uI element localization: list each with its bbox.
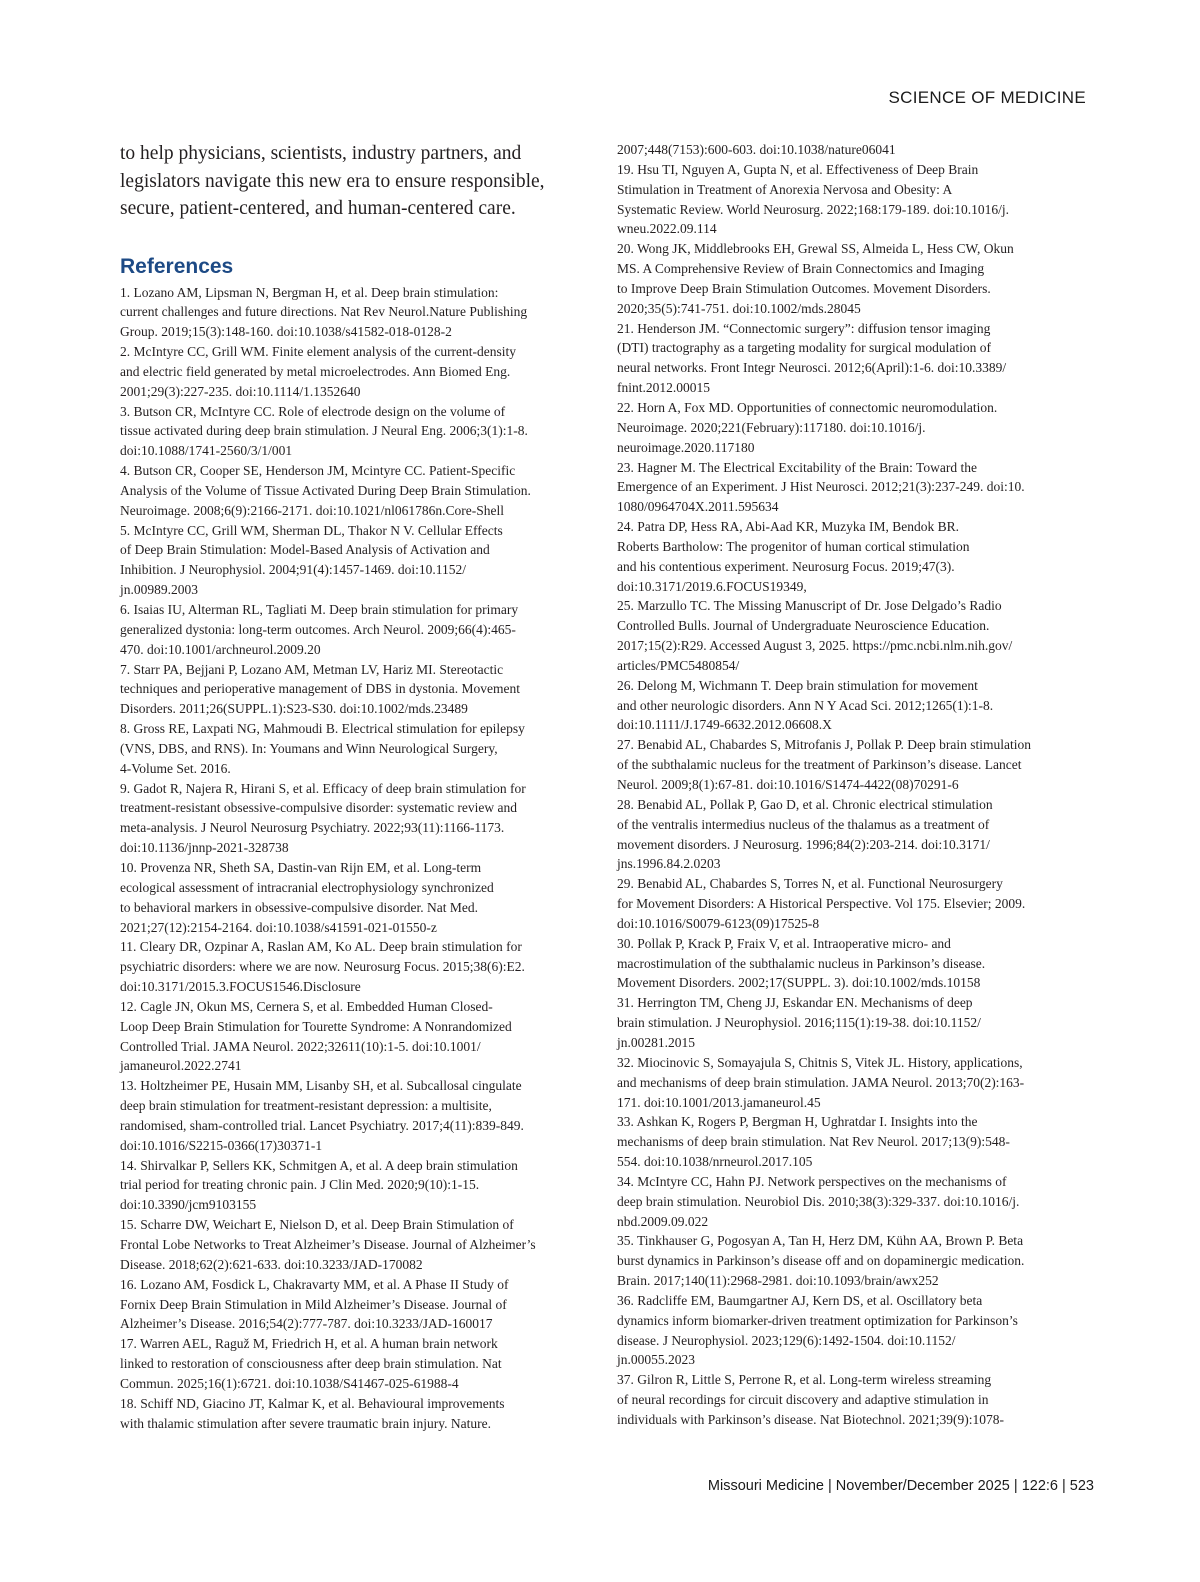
intro-paragraph: to help physicians, scientists, industry partners, and legislators navigate this new era to ensure responsible, secure, patient-centered, and human-centered care.: [120, 143, 545, 219]
reference-item: 24. Patra DP, Hess RA, Abi-Aad KR, Muzyka IM, Bendok BR. Roberts Bartholow: The progenitor of human cortical stimulation and his contentious experiment. Neurosurg Focus. 2019;47(3). doi:10.3171/2019.6.FOCUS19349,: [617, 519, 970, 594]
reference-item: 16. Lozano AM, Fosdick L, Chakravarty MM, et al. A Phase II Study of Fornix Deep Brain Stimulation in Mild Alzheimer’s Disease. Journal of Alzheimer’s Disease. 2016;54(2):777-787. doi:10.3233/JAD-160017: [120, 1276, 509, 1332]
reference-item: 25. Marzullo TC. The Missing Manuscript of Dr. Jose Delgado’s Radio Controlled Bulls. Journal of Undergraduate Neuroscience Education. 2017;15(2):R29. Accessed August 3, 2025. https://pmc.ncbi.nlm.nih.gov/ articles/PMC5480854/: [617, 598, 1013, 673]
reference-item: 34. McIntyre CC, Hahn PJ. Network perspectives on the mechanisms of deep brain stimulation. Neurobiol Dis. 2010;38(3):329-337. doi:10.1016/j. nbd.2009.09.022: [617, 1173, 1020, 1229]
left-reference-list: [120, 283, 590, 1434]
reference-item: 8. Gross RE, Laxpati NG, Mahmoudi B. Electrical stimulation for epilepsy (VNS, DBS, and RNS). In: Youmans and Winn Neurological Surgery, 4-Volume Set. 2016.: [120, 721, 525, 776]
reference-item: 5. McIntyre CC, Grill WM, Sherman DL, Thakor N V. Cellular Effects of Deep Brain Stimulation: Model-Based Analysis of Activation and Inhibition. J Neurophysiol. 2004;91(4):1457-1469. doi:10.1152/ jn.00989.2003: [120, 522, 503, 598]
reference-item: 21. Henderson JM. “Connectomic surgery”: diffusion tensor imaging (DTI) tractography as a targeting modality for surgical modulation of neural networks. Front Integr Neurosci. 2012;6(April):1-6. doi:10.3389/ fnint.2012.00015: [617, 320, 1007, 396]
right-reference-list: [617, 140, 1097, 1430]
reference-item: 9. Gadot R, Najera R, Hirani S, et al. Efficacy of deep brain stimulation for treatment-resistant obsessive-compulsive disorder: systematic review and meta-analysis. J Neurol Neurosurg Psychiatry. 2022;93(11):1166-1173. doi:10.1136/jnnp-2021-328738: [120, 780, 526, 856]
reference-item: 15. Scharre DW, Weichart E, Nielson D, et al. Deep Brain Stimulation of Frontal Lobe Networks to Treat Alzheimer’s Disease. Journal of Alzheimer’s Disease. 2018;62(2):621-633. doi:10.3233/JAD-170082: [120, 1217, 536, 1272]
reference-item: 20. Wong JK, Middlebrooks EH, Grewal SS, Almeida L, Hess CW, Okun MS. A Comprehensive Review of Brain Connectomics and Imaging to Improve Deep Brain Stimulation Outcomes. Movement Disorders. 2020;35(5):741-751. doi:10.1002/mds.28045: [617, 241, 1014, 316]
section-header: SCIENCE OF MEDICINE: [888, 88, 1086, 107]
reference-item: 1. Lozano AM, Lipsman N, Bergman H, et al. Deep brain stimulation: current challenges and future directions. Nat Rev Neurol.Nature Publishing Group. 2019;15(3):148-160. doi:10.1038/s41582-018-0128-2: [120, 284, 528, 340]
reference-item: 19. Hsu TI, Nguyen A, Gupta N, et al. Effectiveness of Deep Brain Stimulation in Treatment of Anorexia Nervosa and Obesity: A Systematic Review. World Neurosurg. 2022;168:179-189. doi:10.1016/j. wneu.2022.09.114: [617, 161, 1010, 237]
reference-item: 14. Shirvalkar P, Sellers KK, Schmitgen A, et al. A deep brain stimulation trial period for treating chronic pain. J Clin Med. 2020;9(10):1-15. doi:10.3390/jcm9103155: [120, 1157, 518, 1213]
reference-item: 2. McIntyre CC, Grill WM. Finite element analysis of the current-density and electric field generated by metal microelectrodes. Ann Biomed Eng. 2001;29(3):227-235. doi:10.1114/1.1352640: [120, 344, 517, 399]
reference-item: 17. Warren AEL, Raguž M, Friedrich H, et al. A human brain network linked to restoration of consciousness after deep brain stimulation. Nat Commun. 2025;16(1):6721. doi:10.1038/S41467-025-61988-4: [120, 1336, 502, 1391]
reference-item: 2007;448(7153):600-603. doi:10.1038/nature06041: [617, 142, 896, 157]
reference-item: 18. Schiff ND, Giacino JT, Kalmar K, et al. Behavioural improvements with thalamic stimulation after severe traumatic brain injury. Nature.: [120, 1395, 505, 1431]
page-footer: Missouri Medicine | November/December 2025 | 122:6 | 523: [707, 1478, 1094, 1494]
reference-item: 36. Radcliffe EM, Baumgartner AJ, Kern DS, et al. Oscillatory beta dynamics inform biomarker-driven treatment optimization for Parkinson’s disease. J Neurophysiol. 2023;129(6):1492-1504. doi:10.1152/ jn.00055.2023: [617, 1292, 1018, 1368]
reference-item: 27. Benabid AL, Chabardes S, Mitrofanis J, Pollak P. Deep brain stimulation of the subthalamic nucleus for the treatment of Parkinson’s disease. Lancet Neurol. 2009;8(1):67-81. doi:10.1016/S1474-4422(08)70291-6: [617, 737, 1031, 792]
right-column: [617, 140, 1097, 1430]
reference-item: 28. Benabid AL, Pollak P, Gao D, et al. Chronic electrical stimulation of the ventralis intermedius nucleus of the thalamus as a treatment of movement disorders. J Neurosurg. 1996;84(2):203-214. doi:10.3171/ jns.1996.84.2.0203: [617, 796, 993, 872]
reference-item: 31. Herrington TM, Cheng JJ, Eskandar EN. Mechanisms of deep brain stimulation. J Neurophysiol. 2016;115(1):19-38. doi:10.1152/ jn.00281.2015: [617, 995, 981, 1050]
reference-item: 32. Miocinovic S, Somayajula S, Chitnis S, Vitek JL. History, applications, and mechanisms of deep brain stimulation. JAMA Neurol. 2013;70(2):163- 171. doi:10.1001/2013.jamaneurol.45: [617, 1054, 1025, 1110]
reference-item: 30. Pollak P, Krack P, Fraix V, et al. Intraoperative micro- and macrostimulation of the subthalamic nucleus in Parkinson’s disease. Movement Disorders. 2002;17(SUPPL. 3). doi:10.1002/mds.10158: [617, 935, 986, 991]
reference-item: 23. Hagner M. The Electrical Excitability of the Brain: Toward the Emergence of an Experiment. J Hist Neurosci. 2012;21(3):237-249. doi:10. 1080/0964704X.2011.595634: [617, 459, 1025, 515]
reference-item: 33. Ashkan K, Rogers P, Bergman H, Ughratdar I. Insights into the mechanisms of deep brain stimulation. Nat Rev Neurol. 2017;13(9):548- 554. doi:10.1038/nrneurol.2017.105: [617, 1114, 1010, 1170]
reference-item: 10. Provenza NR, Sheth SA, Dastin-van Rijn EM, et al. Long-term ecological assessment of intracranial electrophysiology synchronized to behavioral markers in obsessive-compulsive disorder. Nat Med. 2021;27(12):2154-2164. doi:10.1038/s41591-021-01550-z: [120, 859, 494, 935]
reference-item: 3. Butson CR, McIntyre CC. Role of electrode design on the volume of tissue activated during deep brain stimulation. J Neural Eng. 2006;3(1):1-8. doi:10.1088/1741-2560/3/1/001: [120, 403, 528, 459]
reference-item: 4. Butson CR, Cooper SE, Henderson JM, Mcintyre CC. Patient-Specific Analysis of the Volume of Tissue Activated During Deep Brain Stimulation. Neuroimage. 2008;6(9):2166-2171. doi:10.1021/nl061786n.Core-Shell: [120, 463, 531, 518]
reference-item: 35. Tinkhauser G, Pogosyan A, Tan H, Herz DM, Kühn AA, Brown P. Beta burst dynamics in Parkinson’s disease off and on dopaminergic medication. Brain. 2017;140(11):2968-2981. doi:10.1093/brain/awx252: [617, 1233, 1025, 1289]
reference-item: 26. Delong M, Wichmann T. Deep brain stimulation for movement and other neurologic disorders. Ann N Y Acad Sci. 2012;1265(1):1-8. doi:10.1111/J.1749-6632.2012.06608.X: [617, 677, 994, 733]
reference-item: 22. Horn A, Fox MD. Opportunities of connectomic neuromodulation. Neuroimage. 2020;221(February):117180. doi:10.1016/j. neuroimage.2020.117180: [617, 399, 998, 455]
reference-item: 29. Benabid AL, Chabardes S, Torres N, et al. Functional Neurosurgery for Movement Disorders: A Historical Perspective. Vol 175. Elsevier; 2009. doi:10.1016/S0079-6123(09)17525-8: [617, 876, 1026, 931]
left-column: [120, 140, 590, 1433]
reference-item: 6. Isaias IU, Alterman RL, Tagliati M. Deep brain stimulation for primary generalized dystonia: long-term outcomes. Arch Neurol. 2009;66(4):465- 470. doi:10.1001/archneurol.2009.20: [120, 602, 519, 657]
reference-item: 12. Cagle JN, Okun MS, Cernera S, et al. Embedded Human Closed- Loop Deep Brain Stimulation for Tourette Syndrome: A Nonrandomized Controlled Trial. JAMA Neurol. 2022;32611(10):1-5. doi:10.1001/ jamaneurol.2022.2741: [120, 998, 512, 1074]
reference-item: 13. Holtzheimer PE, Husain MM, Lisanby SH, et al. Subcallosal cingulate deep brain stimulation for treatment-resistant depression: a multisite, randomised, sham-controlled trial. Lancet Psychiatry. 2017;4(11):839-849. doi:10.1016/S2215-0366(17)30371-1: [120, 1078, 524, 1153]
reference-item: 7. Starr PA, Bejjani P, Lozano AM, Metman LV, Hariz MI. Stereotactic techniques and perioperative management of DBS in dystonia. Movement Disorders. 2011;26(SUPPL.1):S23-S30. doi:10.1002/mds.23489: [120, 661, 521, 717]
reference-item: 11. Cleary DR, Ozpinar A, Raslan AM, Ko AL. Deep brain stimulation for psychiatric disorders: where we are now. Neurosurg Focus. 2015;38(6):E2. doi:10.3171/2015.3.FOCUS1546.Disclosure: [120, 939, 525, 995]
reference-item: 37. Gilron R, Little S, Perrone R, et al. Long-term wireless streaming of neural recordings for circuit discovery and adaptive stimulation in individuals with Parkinson’s disease. Nat Biotechnol. 2021;39(9):1078-: [617, 1372, 1004, 1427]
references-heading: References: [120, 254, 234, 278]
